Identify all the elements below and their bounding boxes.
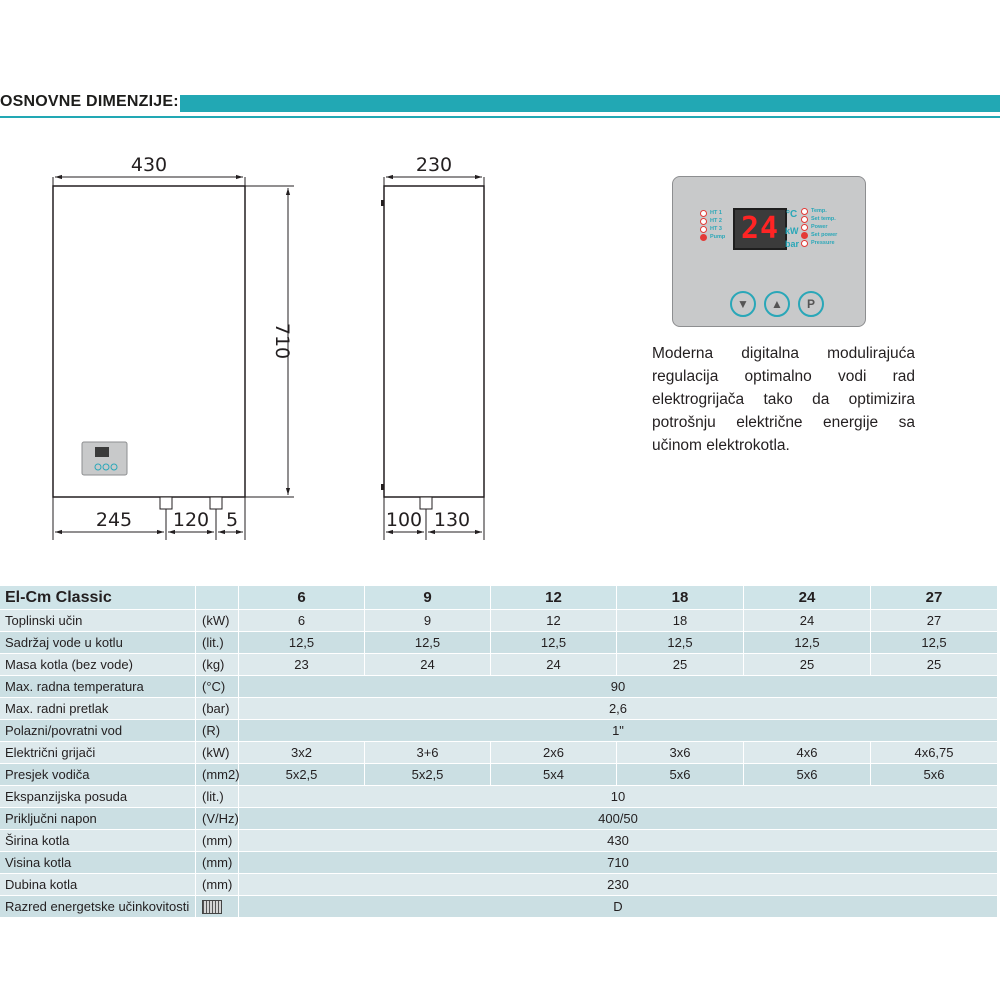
row-label: Razred energetske učinkovitosti — [0, 896, 196, 918]
table-cell: 5x6 — [744, 764, 871, 786]
table-cell: 3+6 — [365, 742, 491, 764]
dim-depth: 230 — [415, 154, 453, 176]
table-cell: 25 — [744, 654, 871, 676]
table-cell: 12 — [491, 610, 617, 632]
front-panel-icon — [82, 442, 127, 475]
table-row — [0, 852, 998, 874]
dimension-drawing — [0, 140, 640, 550]
indicator-ht1: HT 1 — [700, 209, 725, 217]
table-row — [0, 698, 998, 720]
row-unit: (R) — [196, 720, 239, 742]
row-label: Polazni/povratni vod — [0, 720, 196, 742]
row-unit: (mm2) — [196, 764, 239, 786]
table-cell: 12,5 — [491, 632, 617, 654]
row-unit: (mm) — [196, 874, 239, 896]
row-unit — [196, 896, 239, 918]
unit-bar: bar — [785, 239, 800, 249]
table-cell: 24 — [491, 654, 617, 676]
table-cell: 400/50 — [239, 808, 998, 830]
mode-set-power: Set power — [801, 231, 837, 239]
table-cell: 24 — [744, 610, 871, 632]
row-label: Širina kotla — [0, 830, 196, 852]
dim-width: 430 — [130, 154, 168, 176]
unit-celsius: °C — [786, 209, 798, 220]
table-cell: 710 — [239, 852, 998, 874]
row-label: Dubina kotla — [0, 874, 196, 896]
table-cell: 12,5 — [365, 632, 491, 654]
table-cell: 430 — [239, 830, 998, 852]
table-cell: 12,5 — [617, 632, 744, 654]
row-label: Max. radni pretlak — [0, 698, 196, 720]
row-unit: (bar) — [196, 698, 239, 720]
table-cell: 5x2,5 — [365, 764, 491, 786]
heater-indicators — [700, 209, 725, 241]
table-row — [0, 808, 998, 830]
dim-side-b: 130 — [433, 509, 471, 531]
table-row — [0, 764, 998, 786]
dim-height: 710 — [271, 322, 293, 360]
table-cell: 9 — [365, 610, 491, 632]
indicator-ht2: HT 2 — [700, 217, 725, 225]
table-cell: 6 — [239, 610, 365, 632]
table-row — [0, 742, 998, 764]
table-cell: 23 — [239, 654, 365, 676]
led-icon — [700, 218, 707, 225]
dim-front-a: 245 — [95, 509, 133, 531]
table-cell: 10 — [239, 786, 998, 808]
row-label: Sadržaj vode u kotlu — [0, 632, 196, 654]
table-cell: 5x2,5 — [239, 764, 365, 786]
row-unit: (mm) — [196, 830, 239, 852]
table-cell: 4x6 — [744, 742, 871, 764]
led-icon — [700, 234, 707, 241]
row-unit: (lit.) — [196, 786, 239, 808]
pipe-connector — [420, 497, 432, 509]
table-row — [0, 720, 998, 742]
row-label: Ekspanzijska posuda — [0, 786, 196, 808]
table-cell: 230 — [239, 874, 998, 896]
row-label: Presjek vodiča — [0, 764, 196, 786]
column-header: 18 — [617, 586, 744, 610]
column-header: 12 — [491, 586, 617, 610]
table-cell: 5x6 — [617, 764, 744, 786]
table-cell: 18 — [617, 610, 744, 632]
energy-class-icon — [202, 900, 222, 914]
indicator-pump: Pump — [700, 233, 725, 241]
pipe-connector — [160, 497, 172, 509]
table-cell: 27 — [871, 610, 998, 632]
row-label: Masa kotla (bez vode) — [0, 654, 196, 676]
down-arrow-icon: ▼ — [730, 291, 756, 317]
table-cell: 5x6 — [871, 764, 998, 786]
led-icon — [801, 216, 808, 223]
header-unit-cell — [196, 586, 239, 610]
spec-table — [0, 586, 998, 918]
row-label: Toplinski učin — [0, 610, 196, 632]
table-row — [0, 632, 998, 654]
table-cell: 12,5 — [871, 632, 998, 654]
led-icon — [700, 210, 707, 217]
indicator-ht3: HT 3 — [700, 225, 725, 233]
row-unit: (°C) — [196, 676, 239, 698]
table-row — [0, 654, 998, 676]
row-unit: (kg) — [196, 654, 239, 676]
led-icon — [801, 240, 808, 247]
program-button-icon: P — [798, 291, 824, 317]
title-bar — [180, 95, 1000, 112]
table-row — [0, 830, 998, 852]
column-header: 9 — [365, 586, 491, 610]
table-cell: 25 — [871, 654, 998, 676]
mode-temp: Temp. — [801, 207, 837, 215]
table-cell: 2x6 — [491, 742, 617, 764]
table-header-row — [0, 586, 998, 610]
table-cell: 2,6 — [239, 698, 998, 720]
column-header: 27 — [871, 586, 998, 610]
table-cell: D — [239, 896, 998, 918]
row-label: Max. radna temperatura — [0, 676, 196, 698]
dim-side-a: 100 — [385, 509, 423, 531]
row-label: Priključni napon — [0, 808, 196, 830]
mode-power: Power — [801, 223, 837, 231]
side-view — [384, 186, 484, 497]
table-row — [0, 874, 998, 896]
panel-description: Moderna digitalna modulirajuća regulacija optimalno vodi rad elektrogrijača tako da optimizira potrošnju električne energije sa učinom elektrokotla. — [652, 345, 915, 454]
table-cell: 90 — [239, 676, 998, 698]
row-unit: (mm) — [196, 852, 239, 874]
control-panel — [672, 176, 866, 327]
column-header: 6 — [239, 586, 365, 610]
table-row — [0, 610, 998, 632]
digital-display: 24 — [733, 208, 787, 250]
table-cell: 5x4 — [491, 764, 617, 786]
led-icon — [801, 208, 808, 215]
title-rule — [0, 116, 1000, 118]
mode-set-temp: Set temp. — [801, 215, 837, 223]
table-row — [0, 786, 998, 808]
row-unit: (kW) — [196, 610, 239, 632]
led-icon — [801, 224, 808, 231]
led-icon — [700, 226, 707, 233]
table-row — [0, 896, 998, 918]
column-header: 24 — [744, 586, 871, 610]
table-cell: 25 — [617, 654, 744, 676]
row-label: Visina kotla — [0, 852, 196, 874]
up-arrow-icon: ▲ — [764, 291, 790, 317]
mode-pressure: Pressure — [801, 239, 837, 247]
section-title: OSNOVNE DIMENZIJE: — [0, 93, 179, 110]
dim-front-b: 120 — [172, 509, 210, 531]
table-cell: 24 — [365, 654, 491, 676]
unit-kw: kW — [785, 226, 799, 236]
pipe-connector — [210, 497, 222, 509]
row-unit: (V/Hz) — [196, 808, 239, 830]
table-cell: 12,5 — [239, 632, 365, 654]
panel-buttons — [730, 291, 824, 317]
row-label: Električni grijači — [0, 742, 196, 764]
table-cell: 12,5 — [744, 632, 871, 654]
table-cell: 3x2 — [239, 742, 365, 764]
table-cell: 4x6,75 — [871, 742, 998, 764]
row-unit: (kW) — [196, 742, 239, 764]
table-cell: 1" — [239, 720, 998, 742]
led-icon — [801, 232, 808, 239]
table-row — [0, 676, 998, 698]
model-name: El-Cm Classic — [0, 586, 196, 610]
dim-front-c: 5 — [225, 509, 239, 531]
row-unit: (lit.) — [196, 632, 239, 654]
mode-indicators — [801, 207, 837, 247]
table-cell: 3x6 — [617, 742, 744, 764]
